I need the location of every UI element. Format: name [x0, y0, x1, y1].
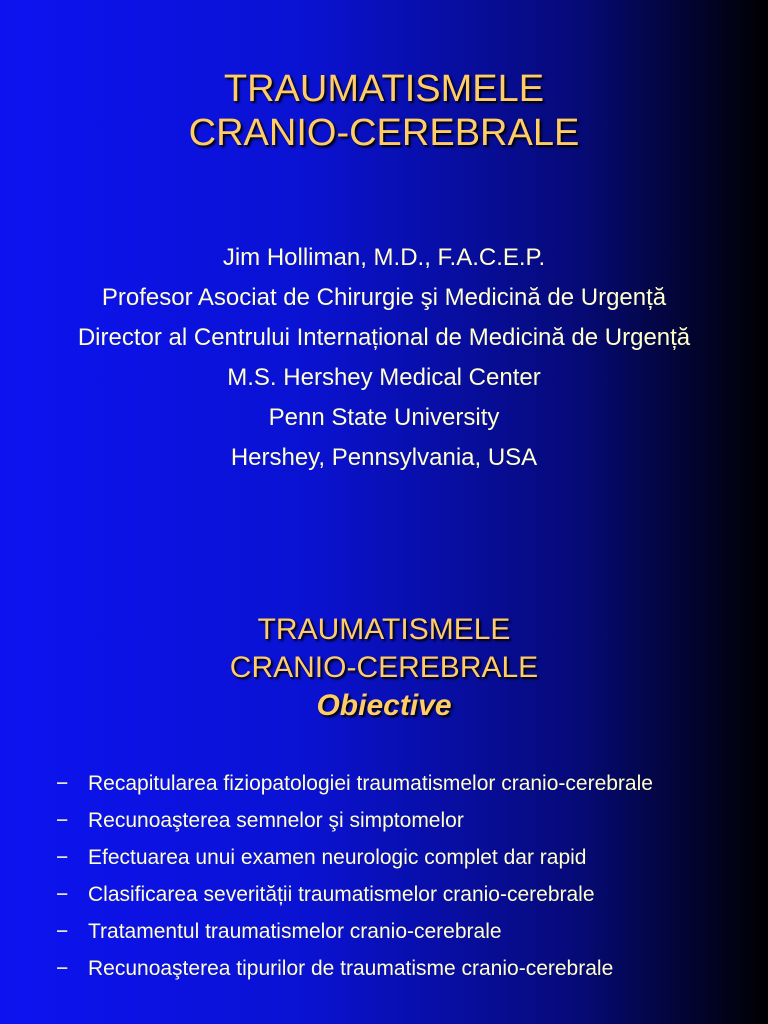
bullet-text: Recapitularea fiziopatologiei traumatismelor cranio-cerebrale — [88, 772, 653, 795]
bullet-dash: − — [56, 957, 69, 980]
author-position: Profesor Asociat de Chirurgie şi Medicină de Urgență — [101, 284, 667, 311]
objectives-list — [56, 772, 756, 994]
title-line-1: TRAUMATISMELE — [257, 613, 511, 646]
bullet-text: Clasificarea severității traumatismelor cranio-cerebrale — [88, 883, 595, 906]
list-item — [56, 846, 756, 870]
author-location: Hershey, Pennsylvania, USA — [230, 444, 538, 471]
list-item — [56, 809, 756, 833]
author-block — [0, 238, 768, 478]
bullet-dash: − — [56, 883, 69, 906]
list-item — [56, 772, 756, 796]
title-line-2: CRANIO-CEREBRALE — [188, 112, 580, 154]
bullet-dash: − — [56, 809, 69, 832]
bullet-text: Recunoaşterea tipurilor de traumatisme cranio-cerebrale — [88, 957, 614, 980]
title-line-1: TRAUMATISMELE — [223, 68, 545, 110]
bullet-text: Recunoaşterea semnelor şi simptomelor — [88, 809, 464, 832]
author-director: Director al Centrului Internațional de Medicină de Urgență — [77, 324, 691, 351]
bullet-text: Efectuarea unui examen neurologic complet dar rapid — [88, 846, 587, 869]
bullet-dash: − — [56, 920, 69, 943]
list-item — [56, 957, 756, 981]
objectives-slide — [0, 512, 768, 1024]
author-name: Jim Holliman, M.D., F.A.C.E.P. — [222, 244, 546, 271]
bullet-dash: − — [56, 846, 69, 869]
author-center: M.S. Hershey Medical Center — [227, 364, 541, 391]
bullet-text: Tratamentul traumatismelor cranio-cerebrale — [88, 920, 502, 943]
list-item — [56, 883, 756, 907]
author-university: Penn State University — [268, 404, 500, 431]
title-line-2: CRANIO-CEREBRALE — [229, 651, 539, 684]
title-line-3: Obiective — [316, 689, 452, 722]
objectives-title — [0, 611, 768, 725]
list-item — [56, 920, 756, 944]
bullet-dash: − — [56, 772, 69, 795]
slide-title — [0, 67, 768, 155]
